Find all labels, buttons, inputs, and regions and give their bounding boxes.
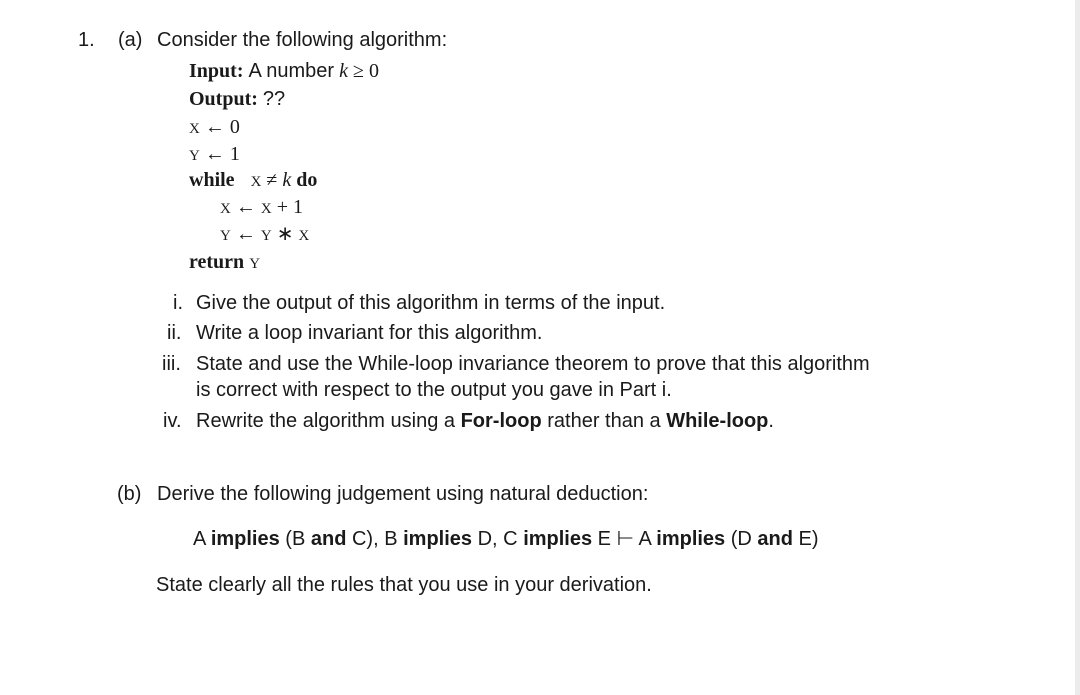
algorithm-output-line [189,88,285,110]
judgement-line [193,528,819,550]
algorithm-input-line [189,60,379,82]
item-ii-label: ii. [167,322,182,344]
j-and-1: and [310,528,347,550]
body2-op: ∗ [276,223,294,245]
body2-lhs: Y [220,228,231,244]
item-iii-text-continued: is correct with respect to the output you gave in Part i. [196,379,672,401]
j-implies-1: implies [210,528,280,550]
right-edge-border [1075,0,1080,695]
item-i-text: Give the output of this algorithm in terms of the input. [196,292,666,314]
body1-rest: + 1 [276,196,303,218]
algorithm-body-line-2 [220,223,309,247]
j-implies-3: implies [523,528,593,550]
while-not-equal: ≠ [266,169,278,191]
algorithm-while-line [189,169,317,193]
part-a-label: (a) [118,29,143,51]
input-text: A number [248,60,335,82]
body2-x: X [298,228,310,244]
algorithm-line-y-init [189,143,240,167]
item-iv-label: iv. [163,410,182,432]
j-e3: E [597,528,612,550]
question-number: 1. [78,29,95,51]
item-i-label: i. [173,292,183,314]
while-loop-emphasis: While-loop [666,410,769,432]
output-keyword: Output: [189,88,258,110]
j-implies-4: implies [656,528,726,550]
j-implies-2: implies [403,528,473,550]
for-loop-emphasis: For-loop [460,410,542,432]
var-x: X [189,121,200,137]
x-init-rest: ← 0 [204,116,240,138]
j-a1: A [193,528,206,550]
algorithm-line-x-init [189,116,240,140]
output-text: ?? [262,88,286,110]
body1-rhs: X [260,201,272,217]
algorithm-return-line [189,251,260,275]
j-e-close: E) [798,528,819,550]
j-c-close: C), [351,528,379,550]
while-var-k: k [282,169,292,191]
item-iv-text-before: Rewrite the algorithm using a [196,410,461,432]
j-paren-b: (B [285,528,306,550]
item-iv-text [196,410,774,432]
part-a-intro: Consider the following algorithm: [157,29,448,51]
return-keyword: return [189,251,245,273]
j-d2: D, [477,528,498,550]
input-math-rest: ≥ 0 [352,60,379,82]
item-iv-text-after: . [768,410,774,432]
item-iii-text: State and use the While-loop invariance theorem to prove that this algorithm [196,353,870,375]
item-iv-text-mid: rather than a [541,410,667,432]
part-b-closing: State clearly all the rules that you use in your derivation. [156,574,652,596]
j-paren-d: (D [730,528,752,550]
item-ii-text: Write a loop invariant for this algorithm. [196,322,543,344]
body1-arrow: ← [235,196,256,218]
return-var-y: Y [249,256,261,272]
body2-y: Y [260,228,272,244]
j-c3: C [503,528,518,550]
j-and-4: and [757,528,793,550]
part-b-intro: Derive the following judgement using natural deduction: [157,483,649,505]
item-iii-label: iii. [162,353,181,375]
var-y: Y [189,148,200,164]
algorithm-body-line-1 [220,196,303,220]
input-math-k: k [339,60,348,82]
while-var-x: X [250,174,262,190]
body1-lhs: X [220,201,231,217]
j-turnstile: ⊢ [616,528,634,550]
j-b2: B [384,528,398,550]
do-keyword: do [296,169,318,191]
part-b-label: (b) [117,483,142,505]
input-keyword: Input: [189,60,244,82]
y-init-rest: ← 1 [204,143,240,165]
while-keyword: while [189,169,235,191]
body2-arrow: ← [235,223,256,245]
j-a4: A [638,528,651,550]
